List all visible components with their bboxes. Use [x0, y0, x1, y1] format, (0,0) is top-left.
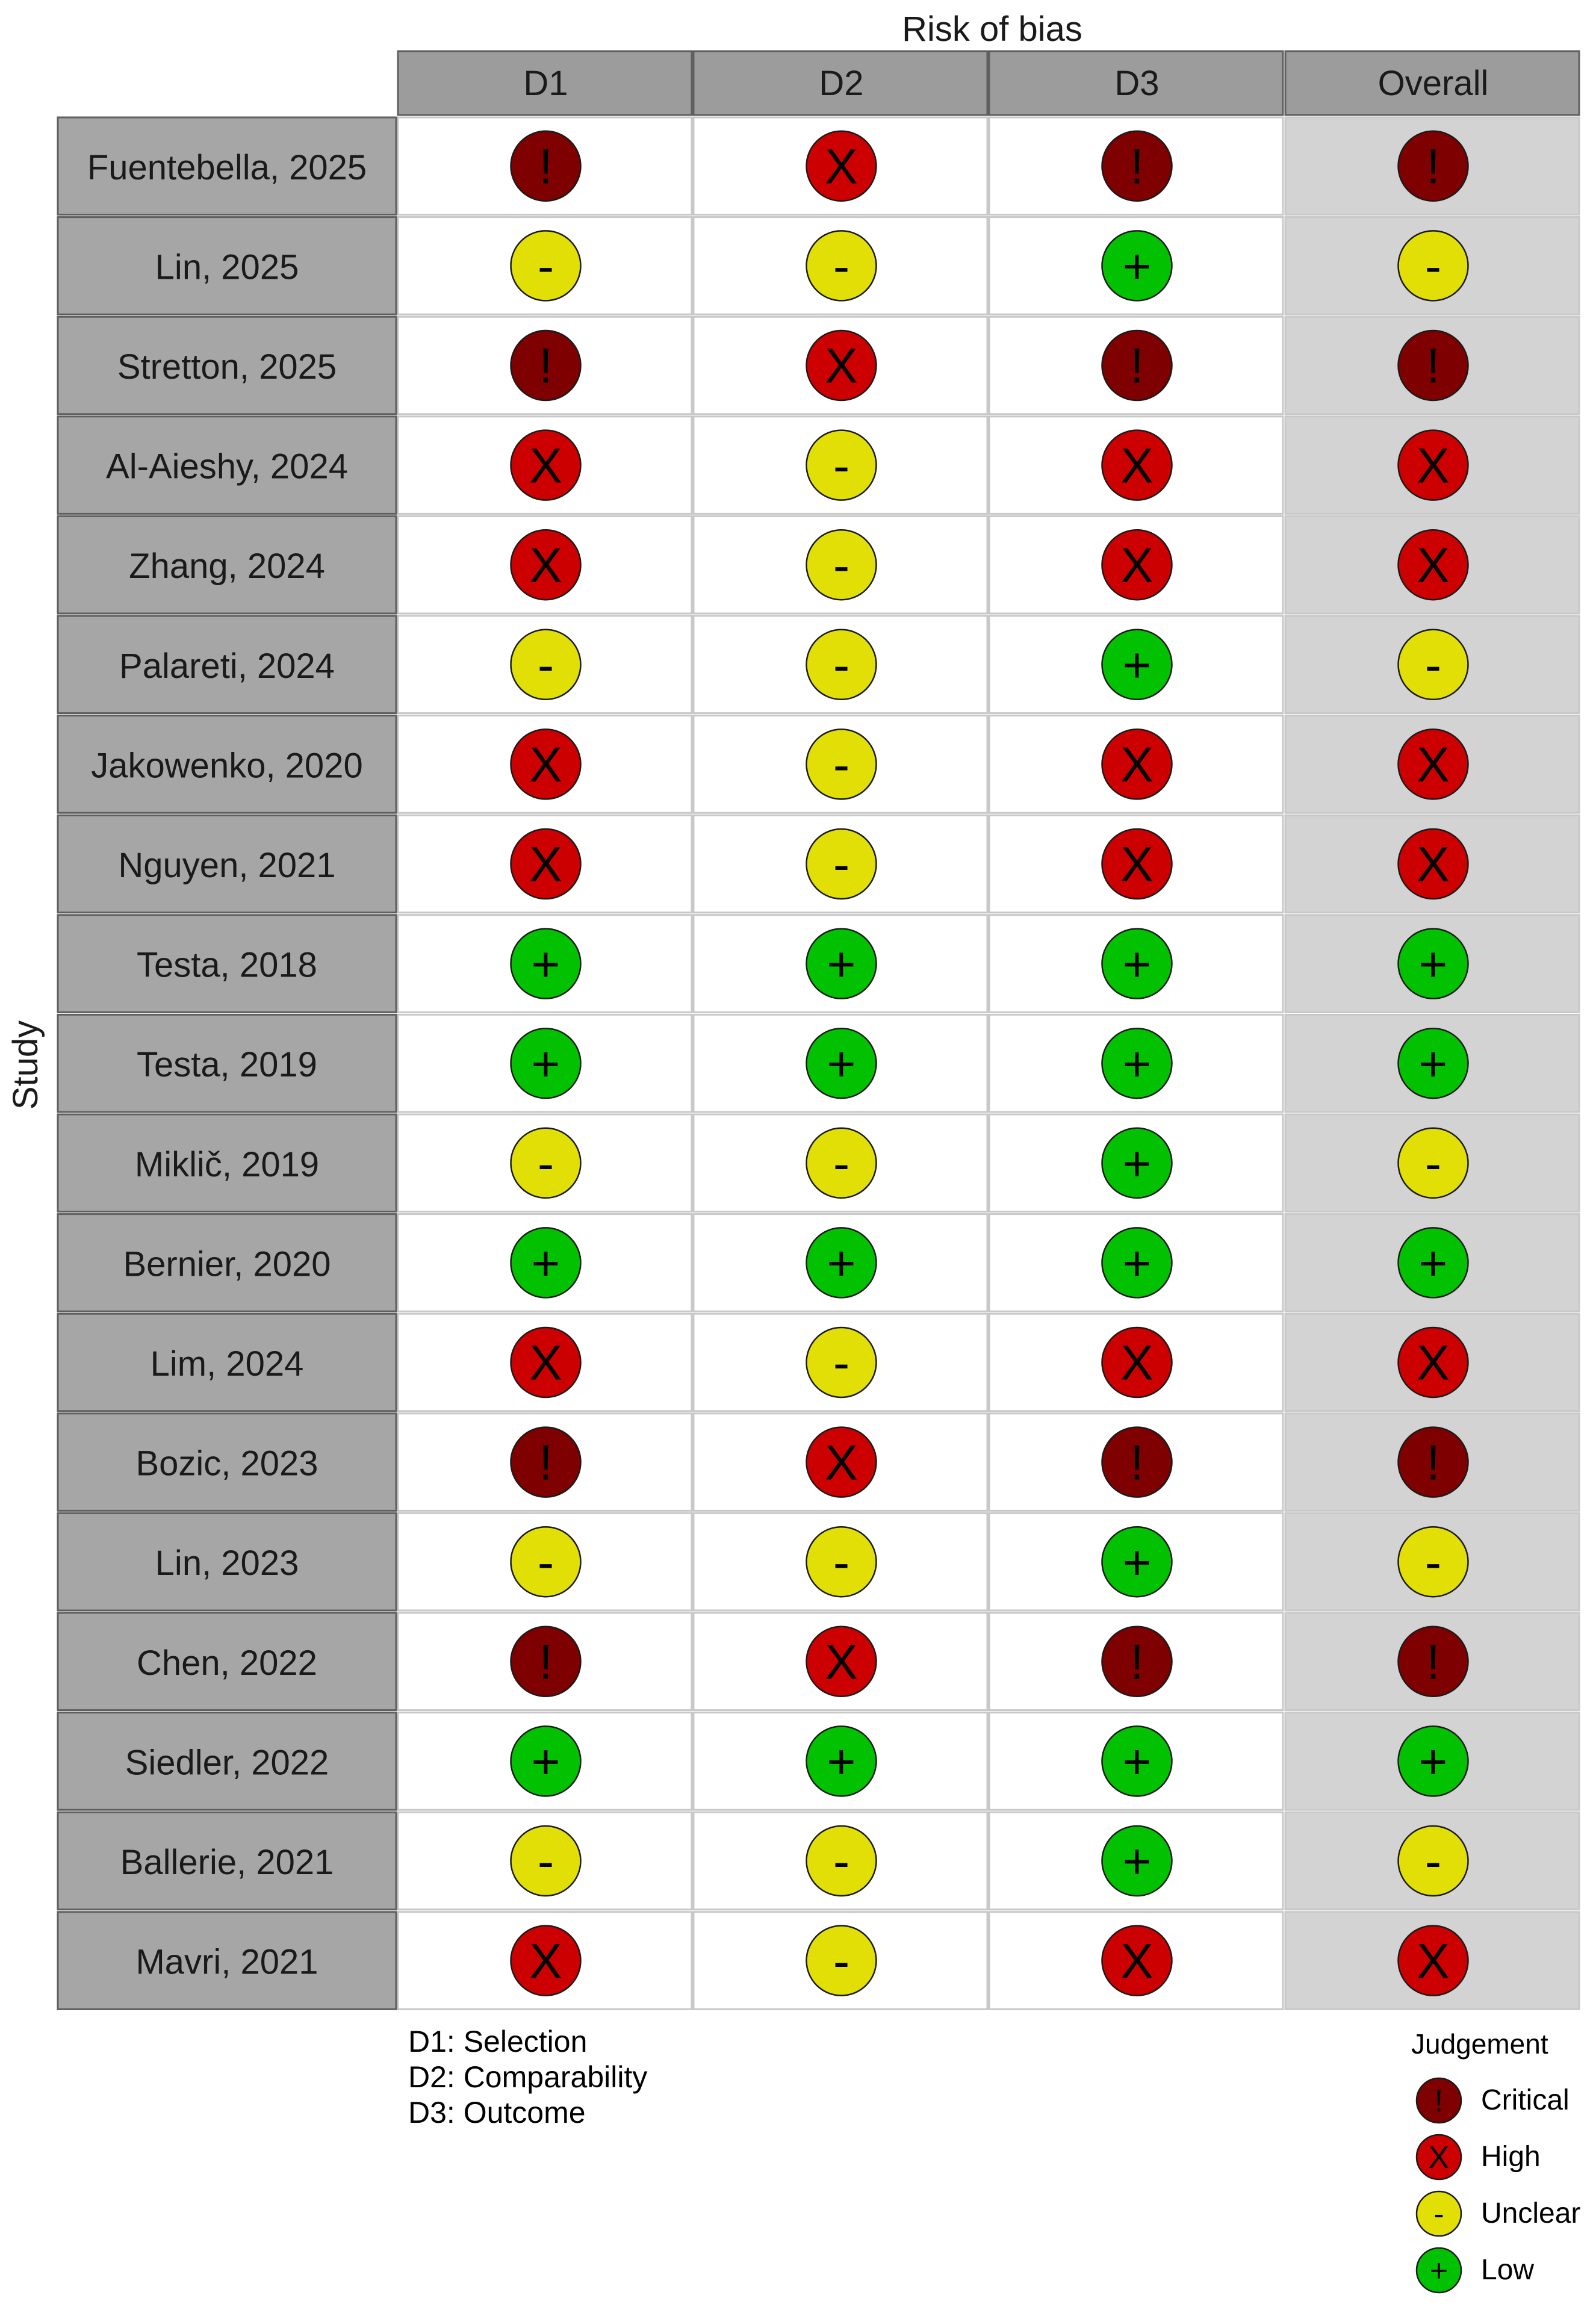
judgement-unclear-icon: [511, 231, 581, 300]
study-label: Stretton, 2025: [117, 347, 337, 387]
judgement-critical-icon: [1102, 1627, 1172, 1697]
column-header-label-d1: D1: [523, 64, 568, 103]
column-header-label-d3: D3: [1114, 64, 1160, 103]
judgement-high-icon: [1399, 1926, 1468, 1996]
judgement-high-icon: [1399, 729, 1468, 799]
chart-title: Risk of bias: [902, 10, 1082, 49]
svg-text:+: +: [531, 937, 560, 992]
judgement-unclear-icon: [511, 1826, 581, 1896]
judgement-high-icon: [1102, 430, 1172, 500]
svg-text:X: X: [825, 338, 858, 394]
domain-key-d3: D3: Outcome: [408, 2096, 586, 2129]
judgement-low-icon: [807, 1228, 877, 1297]
svg-text:-: -: [1433, 2197, 1444, 2232]
svg-text:X: X: [529, 538, 562, 593]
judgement-grid: [398, 117, 1579, 2009]
svg-text:-: -: [1424, 638, 1442, 693]
svg-text:!: !: [1426, 1635, 1440, 1690]
judgement-unclear-icon: [1399, 1826, 1468, 1896]
svg-text:-: -: [1424, 1535, 1442, 1590]
judgement-low-icon: [1102, 1028, 1172, 1098]
judgement-critical-icon: [1399, 331, 1468, 400]
svg-text:+: +: [1418, 937, 1448, 992]
y-axis-label: Study: [6, 1020, 45, 1110]
svg-text:+: +: [1418, 1734, 1448, 1790]
judgement-critical-icon: [511, 1427, 581, 1497]
svg-text:X: X: [1120, 837, 1154, 892]
svg-text:X: X: [1417, 737, 1450, 793]
judgement-low-icon: [1399, 1228, 1468, 1297]
svg-text:-: -: [833, 1834, 850, 1889]
svg-text:X: X: [529, 1335, 562, 1391]
judgement-unclear-icon: [1399, 1128, 1468, 1198]
svg-text:X: X: [529, 837, 562, 892]
judgement-low-icon: [1102, 630, 1172, 700]
study-label: Testa, 2018: [137, 945, 317, 985]
judgement-unclear-icon: [1399, 1527, 1468, 1597]
judgement-high-icon: [1102, 530, 1172, 600]
svg-text:X: X: [1417, 837, 1450, 892]
judgement-critical-icon: [1102, 331, 1172, 400]
svg-text:-: -: [1424, 1834, 1442, 1889]
svg-text:+: +: [1122, 1734, 1152, 1790]
svg-text:X: X: [1428, 2140, 1450, 2176]
svg-text:+: +: [1122, 937, 1152, 992]
judgement-low-icon: [1102, 929, 1172, 999]
svg-text:+: +: [531, 1734, 560, 1790]
judgement-high-icon: [807, 331, 877, 400]
svg-text:!: !: [1130, 1435, 1144, 1491]
svg-text:-: -: [833, 239, 850, 294]
judgement-critical-icon: [511, 331, 581, 400]
judgement-low-icon: [1399, 929, 1468, 999]
study-label: Lin, 2025: [155, 247, 299, 287]
svg-text:!: !: [539, 1635, 553, 1690]
study-label: Fuentebella, 2025: [87, 147, 367, 187]
svg-text:-: -: [1424, 1136, 1442, 1191]
svg-text:-: -: [1424, 239, 1442, 294]
svg-text:+: +: [1429, 2253, 1449, 2289]
svg-text:+: +: [827, 1236, 856, 1291]
study-label: Lim, 2024: [150, 1344, 304, 1383]
judgement-high-icon: [511, 430, 581, 500]
judgement-high-icon: [1102, 829, 1172, 899]
svg-text:+: +: [1122, 1535, 1152, 1590]
svg-text:X: X: [1417, 1335, 1450, 1391]
judgement-low-icon: [807, 929, 877, 999]
study-label: Jakowenko, 2020: [91, 746, 363, 786]
judgement-critical-icon: [1102, 131, 1172, 201]
judgement-low-icon: [1102, 1826, 1172, 1896]
judgement-low-icon: [1102, 1228, 1172, 1297]
column-headers: [398, 51, 1579, 115]
svg-text:X: X: [825, 1435, 858, 1491]
judgement-high-icon: [1399, 829, 1468, 899]
svg-text:!: !: [1426, 139, 1440, 194]
study-label: Bernier, 2020: [123, 1244, 331, 1284]
judgement-high-icon: [511, 1327, 581, 1397]
svg-text:X: X: [1417, 1934, 1450, 1989]
svg-text:X: X: [825, 139, 858, 194]
svg-text:+: +: [531, 1236, 560, 1291]
legend-low-icon: [1417, 2248, 1461, 2293]
judgement-unclear-icon: [1399, 231, 1468, 300]
judgement-high-icon: [1399, 430, 1468, 500]
svg-text:-: -: [833, 438, 850, 494]
judgement-high-icon: [1102, 1327, 1172, 1397]
svg-text:-: -: [833, 638, 850, 693]
judgement-high-icon: [807, 1427, 877, 1497]
svg-text:X: X: [1120, 1934, 1154, 1989]
judgement-high-icon: [1102, 1926, 1172, 1996]
judgement-high-icon: [1399, 530, 1468, 600]
svg-text:!: !: [1130, 1635, 1144, 1690]
judgement-high-icon: [511, 1926, 581, 1996]
judgement-unclear-icon: [807, 1327, 877, 1397]
judgement-low-icon: [511, 1228, 581, 1297]
svg-text:X: X: [825, 1635, 858, 1690]
study-label: Testa, 2019: [137, 1045, 317, 1085]
study-label: Al-Aieshy, 2024: [106, 447, 348, 486]
svg-text:X: X: [1417, 538, 1450, 593]
svg-text:-: -: [833, 837, 850, 892]
svg-text:-: -: [537, 239, 554, 294]
svg-text:!: !: [539, 338, 553, 394]
domain-key-d2: D2: Comparability: [408, 2060, 648, 2094]
judgement-critical-icon: [1399, 131, 1468, 201]
svg-text:!: !: [1426, 338, 1440, 394]
svg-text:+: +: [827, 1734, 856, 1790]
judgement-low-icon: [511, 1028, 581, 1098]
judgement-unclear-icon: [807, 729, 877, 799]
legend-label-critical: Critical: [1481, 2084, 1570, 2116]
svg-text:X: X: [1120, 438, 1154, 494]
svg-text:X: X: [1120, 737, 1154, 793]
legend-label-high: High: [1481, 2141, 1541, 2173]
judgement-low-icon: [1399, 1726, 1468, 1796]
judgement-low-icon: [807, 1726, 877, 1796]
judgement-unclear-icon: [807, 1926, 877, 1996]
svg-text:+: +: [1418, 1036, 1448, 1091]
svg-text:+: +: [1122, 1136, 1152, 1191]
judgement-critical-icon: [1102, 1427, 1172, 1497]
study-label: Miklič, 2019: [134, 1144, 320, 1184]
svg-text:+: +: [1122, 638, 1152, 693]
judgement-low-icon: [1399, 1028, 1468, 1098]
legend-unclear-icon: [1417, 2191, 1461, 2236]
judgement-high-icon: [1399, 1327, 1468, 1397]
svg-text:!: !: [539, 139, 553, 194]
svg-text:-: -: [833, 1335, 850, 1391]
legend-critical-icon: [1417, 2078, 1461, 2123]
judgement-high-icon: [511, 829, 581, 899]
judgement-critical-icon: [511, 1627, 581, 1697]
judgement-low-icon: [1102, 1128, 1172, 1198]
judgement-high-icon: [1102, 729, 1172, 799]
svg-text:+: +: [827, 1036, 856, 1091]
svg-text:-: -: [537, 1834, 554, 1889]
judgement-low-icon: [511, 929, 581, 999]
judgement-high-icon: [511, 729, 581, 799]
domain-key: [408, 2024, 647, 2131]
study-label: Mavri, 2021: [135, 1942, 318, 1982]
judgement-unclear-icon: [807, 1826, 877, 1896]
judgement-high-icon: [807, 1627, 877, 1697]
legend-high-icon: [1417, 2135, 1461, 2179]
svg-text:+: +: [1122, 1236, 1152, 1291]
svg-text:-: -: [833, 1136, 850, 1191]
svg-text:-: -: [537, 638, 554, 693]
judgement-unclear-icon: [1399, 630, 1468, 700]
judgement-unclear-icon: [807, 530, 877, 600]
judgement-unclear-icon: [511, 630, 581, 700]
study-label: Ballerie, 2021: [120, 1843, 334, 1882]
judgement-low-icon: [511, 1726, 581, 1796]
svg-text:!: !: [1130, 139, 1144, 194]
judgement-low-icon: [1102, 1726, 1172, 1796]
svg-text:+: +: [1122, 239, 1152, 294]
svg-text:+: +: [1418, 1236, 1448, 1291]
study-label: Zhang, 2024: [129, 547, 325, 586]
legend-label-low: Low: [1481, 2254, 1535, 2286]
column-header-label-d2: D2: [819, 64, 864, 103]
judgement-unclear-icon: [807, 630, 877, 700]
svg-text:-: -: [537, 1136, 554, 1191]
judgement-unclear-icon: [807, 1128, 877, 1198]
svg-text:!: !: [539, 1435, 553, 1491]
judgement-unclear-icon: [807, 430, 877, 500]
svg-text:X: X: [1417, 438, 1450, 494]
judgement-high-icon: [807, 131, 877, 201]
svg-text:-: -: [833, 1934, 850, 1989]
judgement-critical-icon: [1399, 1427, 1468, 1497]
svg-text:+: +: [531, 1036, 560, 1091]
domain-key-d1: D1: Selection: [408, 2025, 588, 2058]
svg-text:!: !: [1130, 338, 1144, 394]
judgement-critical-icon: [1399, 1627, 1468, 1697]
svg-text:-: -: [537, 1535, 554, 1590]
column-header-label-overall: Overall: [1377, 64, 1489, 103]
judgement-legend-symbols: [1417, 2078, 1461, 2293]
svg-text:X: X: [529, 438, 562, 494]
judgement-unclear-icon: [511, 1527, 581, 1597]
judgement-low-icon: [807, 1028, 877, 1098]
study-labels: [58, 117, 396, 2009]
judgement-low-icon: [1102, 1527, 1172, 1597]
study-label: Chen, 2022: [137, 1643, 317, 1683]
judgement-unclear-icon: [807, 1527, 877, 1597]
judgement-low-icon: [1102, 231, 1172, 300]
svg-text:-: -: [833, 737, 850, 793]
study-label: Nguyen, 2021: [118, 846, 336, 885]
svg-text:X: X: [1120, 538, 1154, 593]
judgement-high-icon: [511, 530, 581, 600]
study-label: Siedler, 2022: [125, 1743, 329, 1783]
svg-text:!: !: [1426, 1435, 1440, 1491]
judgement-unclear-icon: [511, 1128, 581, 1198]
svg-text:X: X: [529, 737, 562, 793]
judgement-unclear-icon: [807, 829, 877, 899]
study-label: Lin, 2023: [155, 1544, 299, 1583]
svg-text:+: +: [1122, 1036, 1152, 1091]
svg-text:!: !: [1434, 2084, 1444, 2119]
svg-text:-: -: [833, 1535, 850, 1590]
svg-text:+: +: [827, 937, 856, 992]
svg-text:X: X: [529, 1934, 562, 1989]
svg-text:X: X: [1120, 1335, 1154, 1391]
judgement-unclear-icon: [807, 231, 877, 300]
judgement-critical-icon: [511, 131, 581, 201]
legend-label-unclear: Unclear: [1481, 2197, 1581, 2229]
study-label: Bozic, 2023: [135, 1444, 318, 1483]
svg-text:-: -: [833, 538, 850, 593]
svg-text:+: +: [1122, 1834, 1152, 1889]
legend-title: Judgement: [1411, 2028, 1548, 2060]
study-label: Palareti, 2024: [119, 646, 335, 686]
